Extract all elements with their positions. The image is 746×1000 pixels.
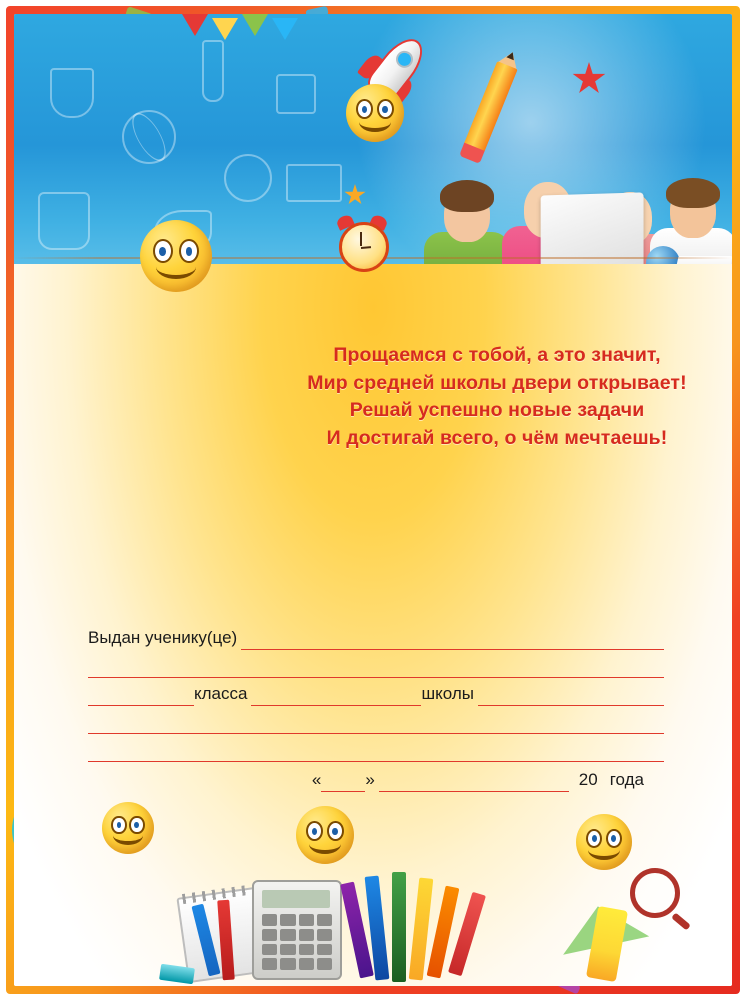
verse-line-3: Решай успешно новые задачи bbox=[349, 399, 645, 422]
year-prefix: 20 bbox=[578, 770, 598, 789]
blank-input[interactable] bbox=[88, 657, 664, 678]
bunting-flag-icon bbox=[212, 18, 238, 40]
verse-text bbox=[282, 342, 712, 453]
certificate-inner-page bbox=[14, 14, 732, 986]
month-input[interactable] bbox=[379, 773, 569, 792]
issued-to-input[interactable] bbox=[241, 629, 664, 650]
test-tube-icon bbox=[202, 40, 224, 102]
class-label: класса bbox=[194, 684, 248, 703]
day-input[interactable] bbox=[321, 773, 365, 792]
pens-icon bbox=[392, 872, 406, 982]
open-quote: « bbox=[311, 770, 322, 789]
star-icon bbox=[344, 184, 366, 206]
stationery-decor bbox=[14, 826, 732, 986]
school-number-input[interactable] bbox=[251, 685, 421, 706]
class-input[interactable] bbox=[88, 685, 194, 706]
date-row bbox=[88, 762, 664, 792]
book-outline-icon bbox=[286, 164, 342, 202]
verse-line-1: Прощаемся с тобой, а это значит, bbox=[333, 344, 661, 366]
alarm-clock-icon bbox=[336, 216, 388, 268]
calculator-icon bbox=[252, 880, 342, 980]
close-quote: » bbox=[365, 770, 375, 789]
bunting-flag-icon bbox=[272, 18, 298, 40]
bunting-flag-icon bbox=[242, 14, 268, 36]
blank-input[interactable] bbox=[88, 713, 664, 734]
bunting-flag-icon bbox=[182, 14, 208, 36]
fill-in-fields bbox=[88, 622, 664, 792]
issued-to-label: Выдан ученику(це) bbox=[88, 628, 238, 647]
school-name-input[interactable] bbox=[478, 685, 664, 706]
molecule-icon bbox=[224, 154, 272, 202]
blank-row bbox=[88, 650, 664, 678]
magnifier-icon bbox=[630, 868, 680, 918]
school-label: школы bbox=[421, 684, 474, 703]
formula-icon bbox=[276, 74, 316, 114]
spiral-binding bbox=[182, 885, 251, 904]
hair bbox=[666, 178, 720, 208]
verse-line-4: И достигай всего, о чём мечтаешь! bbox=[326, 427, 668, 450]
blank-row bbox=[88, 734, 664, 762]
year-word: года bbox=[609, 770, 644, 789]
hair bbox=[440, 180, 494, 212]
issued-to-row bbox=[88, 622, 664, 650]
laptop-icon bbox=[541, 192, 644, 273]
smiley-face-icon bbox=[140, 220, 212, 292]
blank-row bbox=[88, 706, 664, 734]
blank-input[interactable] bbox=[88, 741, 664, 762]
eraser-icon bbox=[159, 964, 195, 985]
class-school-row bbox=[88, 678, 664, 706]
smiley-face-icon bbox=[346, 84, 404, 142]
flask-icon bbox=[50, 68, 94, 118]
microscope-icon bbox=[38, 192, 90, 250]
calculator-keys bbox=[262, 914, 332, 970]
calculator-screen bbox=[262, 890, 330, 908]
verse-line-2: Мир средней школы двери открывает! bbox=[307, 371, 687, 394]
